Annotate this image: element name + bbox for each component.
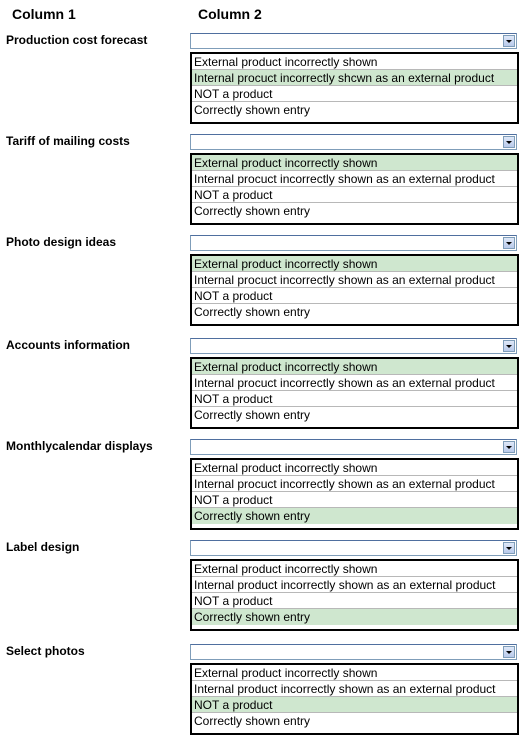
row-label: Monthlycalendar displays xyxy=(6,439,153,453)
options-list xyxy=(190,254,519,326)
chevron-down-icon[interactable] xyxy=(503,237,515,249)
option-correct-entry[interactable]: Correctly shown entry xyxy=(194,714,311,728)
option-external-incorrect[interactable]: External product incorrectly shown xyxy=(192,54,517,70)
answer-dropdown[interactable] xyxy=(190,540,517,556)
column-2-header: Column 2 xyxy=(198,6,262,22)
answer-dropdown[interactable] xyxy=(190,235,517,251)
question-row xyxy=(0,644,526,744)
option-internal-incorrect[interactable]: Internal procuct incorrectly shown as an external product xyxy=(192,476,517,492)
answer-dropdown[interactable] xyxy=(190,134,517,150)
option-internal-incorrect[interactable]: Internal product incorrectly shown as an external product xyxy=(192,577,517,593)
options-list xyxy=(190,153,519,225)
answer-dropdown[interactable] xyxy=(190,644,517,660)
chevron-down-icon[interactable] xyxy=(503,646,515,658)
option-not-a-product[interactable]: NOT a product xyxy=(192,492,517,508)
option-not-a-product[interactable]: NOT a product xyxy=(192,391,517,407)
option-external-incorrect[interactable]: External product incorrectly shown xyxy=(192,665,517,681)
options-list xyxy=(190,458,519,530)
row-label: Tariff of mailing costs xyxy=(6,134,130,148)
answer-dropdown[interactable] xyxy=(190,33,517,49)
chevron-down-icon[interactable] xyxy=(503,136,515,148)
option-correct-entry[interactable]: Correctly shown entry xyxy=(194,103,311,117)
option-not-a-product[interactable]: NOT a product xyxy=(192,187,517,203)
option-correct-entry[interactable]: Correctly shown entry xyxy=(194,204,311,218)
option-correct-entry[interactable]: Correctly shown entry xyxy=(194,305,311,319)
option-not-a-product[interactable]: NOT a product xyxy=(192,288,517,304)
question-row xyxy=(0,235,526,335)
row-label: Label design xyxy=(6,540,80,554)
answer-dropdown[interactable] xyxy=(190,439,517,455)
options-list xyxy=(190,663,519,735)
option-correct-entry[interactable]: Correctly shown entry xyxy=(192,609,517,625)
option-internal-incorrect[interactable]: Internal product incorrectly shown as an external product xyxy=(192,681,517,697)
option-external-incorrect[interactable]: External product incorrectly shown xyxy=(192,256,517,272)
column-1-header: Column 1 xyxy=(12,6,76,22)
options-list xyxy=(190,357,519,429)
option-correct-entry[interactable]: Correctly shown entry xyxy=(194,408,311,422)
option-external-incorrect[interactable]: External product incorrectly shown xyxy=(192,460,517,476)
row-label: Production cost forecast xyxy=(6,33,148,47)
answer-dropdown[interactable] xyxy=(190,338,517,354)
option-internal-incorrect[interactable]: Internal procuct incorrectly shcwn as an external product xyxy=(192,70,517,86)
row-label: Photo design ideas xyxy=(6,235,117,249)
question-row xyxy=(0,540,526,640)
options-list xyxy=(190,559,519,631)
chevron-down-icon[interactable] xyxy=(503,542,515,554)
option-not-a-product[interactable]: NOT a product xyxy=(192,593,517,609)
option-correct-entry[interactable]: Correctly shown entry xyxy=(192,508,517,524)
chevron-down-icon[interactable] xyxy=(503,35,515,47)
option-internal-incorrect[interactable]: Internal procuct incorrectly shown as an external product xyxy=(192,171,517,187)
question-row xyxy=(0,439,526,539)
question-row xyxy=(0,134,526,234)
option-external-incorrect[interactable]: External product incorrectly shown xyxy=(192,359,517,375)
chevron-down-icon[interactable] xyxy=(503,340,515,352)
row-label: Select photos xyxy=(6,644,85,658)
option-external-incorrect[interactable]: External product incorrectly shown xyxy=(192,561,517,577)
question-row xyxy=(0,338,526,438)
option-not-a-product[interactable]: NOT a product xyxy=(192,86,517,102)
option-external-incorrect[interactable]: External product incorrectly shown xyxy=(192,155,517,171)
option-internal-incorrect[interactable]: Internal procuct incorrectly shown as an external product xyxy=(192,272,517,288)
option-not-a-product[interactable]: NOT a product xyxy=(192,697,517,713)
chevron-down-icon[interactable] xyxy=(503,441,515,453)
question-row xyxy=(0,33,526,133)
options-list xyxy=(190,52,519,124)
row-label: Accounts information xyxy=(6,338,131,352)
option-internal-incorrect[interactable]: Internal procuct incorrectly shown as an external product xyxy=(192,375,517,391)
